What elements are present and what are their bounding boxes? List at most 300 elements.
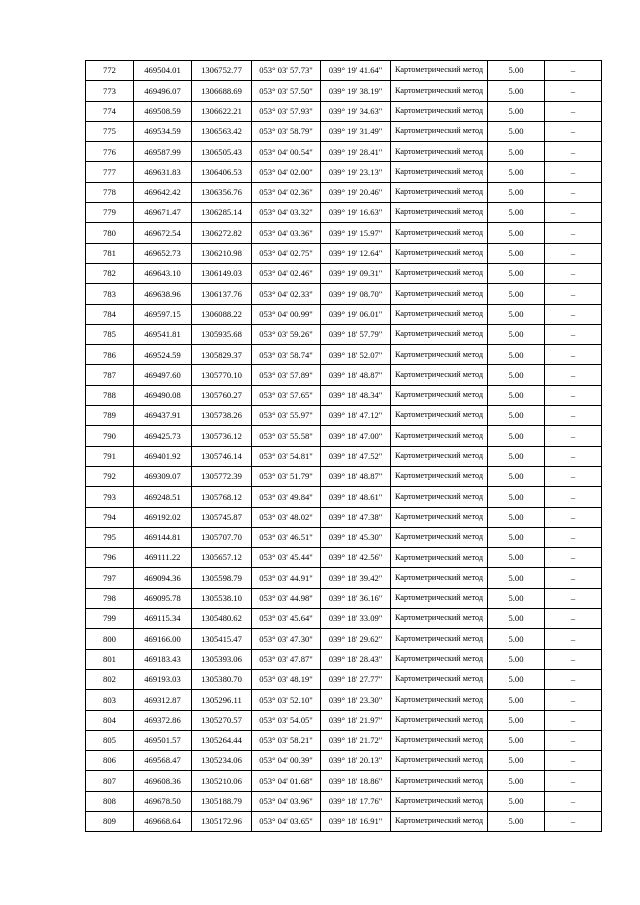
- accuracy-cell: 5.00: [488, 690, 545, 710]
- accuracy-cell: 5.00: [488, 507, 545, 527]
- longitude-cell: 039° 19' 31.49": [321, 121, 391, 141]
- y-coordinate-cell: 1306137.76: [192, 284, 252, 304]
- point-number-cell: 806: [86, 751, 134, 771]
- y-coordinate-cell: 1305188.79: [192, 791, 252, 811]
- longitude-cell: 039° 19' 08.70": [321, 284, 391, 304]
- point-number-cell: 803: [86, 690, 134, 710]
- y-coordinate-cell: 1305480.62: [192, 609, 252, 629]
- accuracy-cell: 5.00: [488, 669, 545, 689]
- point-number-cell: 780: [86, 223, 134, 243]
- point-number-cell: 777: [86, 162, 134, 182]
- method-cell: Картометрический метод: [391, 811, 488, 831]
- longitude-cell: 039° 18' 42.56": [321, 548, 391, 568]
- method-cell: Картометрический метод: [391, 324, 488, 344]
- accuracy-cell: 5.00: [488, 487, 545, 507]
- y-coordinate-cell: 1306272.82: [192, 223, 252, 243]
- table-body: [86, 61, 602, 832]
- description-cell: –: [545, 710, 602, 730]
- description-cell: –: [545, 263, 602, 283]
- y-coordinate-cell: 1305770.10: [192, 365, 252, 385]
- x-coordinate-cell: 469497.60: [134, 365, 192, 385]
- accuracy-cell: 5.00: [488, 771, 545, 791]
- latitude-cell: 053° 03' 55.58": [252, 426, 321, 446]
- accuracy-cell: 5.00: [488, 162, 545, 182]
- point-number-cell: 804: [86, 710, 134, 730]
- longitude-cell: 039° 19' 38.19": [321, 81, 391, 101]
- y-coordinate-cell: 1305380.70: [192, 669, 252, 689]
- point-number-cell: 809: [86, 811, 134, 831]
- method-cell: Картометрический метод: [391, 507, 488, 527]
- point-number-cell: 797: [86, 568, 134, 588]
- table-row: [86, 730, 602, 750]
- table-row: [86, 710, 602, 730]
- latitude-cell: 053° 04' 03.96": [252, 791, 321, 811]
- x-coordinate-cell: 469652.73: [134, 243, 192, 263]
- y-coordinate-cell: 1305210.06: [192, 771, 252, 791]
- x-coordinate-cell: 469490.08: [134, 385, 192, 405]
- longitude-cell: 039° 19' 23.13": [321, 162, 391, 182]
- longitude-cell: 039° 18' 47.52": [321, 446, 391, 466]
- method-cell: Картометрический метод: [391, 61, 488, 81]
- point-number-cell: 799: [86, 609, 134, 629]
- accuracy-cell: 5.00: [488, 527, 545, 547]
- latitude-cell: 053° 03' 45.64": [252, 609, 321, 629]
- latitude-cell: 053° 04' 00.54": [252, 142, 321, 162]
- accuracy-cell: 5.00: [488, 385, 545, 405]
- table-row: [86, 426, 602, 446]
- table-row: [86, 304, 602, 324]
- accuracy-cell: 5.00: [488, 426, 545, 446]
- longitude-cell: 039° 18' 52.07": [321, 345, 391, 365]
- method-cell: Картометрический метод: [391, 81, 488, 101]
- point-number-cell: 779: [86, 203, 134, 223]
- table-row: [86, 629, 602, 649]
- table-row: [86, 142, 602, 162]
- table-row: [86, 324, 602, 344]
- table-row: [86, 487, 602, 507]
- accuracy-cell: 5.00: [488, 223, 545, 243]
- method-cell: Картометрический метод: [391, 548, 488, 568]
- latitude-cell: 053° 03' 58.79": [252, 121, 321, 141]
- description-cell: –: [545, 203, 602, 223]
- description-cell: –: [545, 284, 602, 304]
- x-coordinate-cell: 469248.51: [134, 487, 192, 507]
- latitude-cell: 053° 04' 02.75": [252, 243, 321, 263]
- table-row: [86, 466, 602, 486]
- accuracy-cell: 5.00: [488, 81, 545, 101]
- longitude-cell: 039° 18' 45.30": [321, 527, 391, 547]
- accuracy-cell: 5.00: [488, 121, 545, 141]
- x-coordinate-cell: 469144.81: [134, 527, 192, 547]
- x-coordinate-cell: 469401.92: [134, 446, 192, 466]
- longitude-cell: 039° 18' 21.72": [321, 730, 391, 750]
- description-cell: –: [545, 182, 602, 202]
- description-cell: –: [545, 466, 602, 486]
- y-coordinate-cell: 1305270.57: [192, 710, 252, 730]
- y-coordinate-cell: 1305736.12: [192, 426, 252, 446]
- table-row: [86, 751, 602, 771]
- longitude-cell: 039° 19' 34.63": [321, 101, 391, 121]
- x-coordinate-cell: 469496.07: [134, 81, 192, 101]
- latitude-cell: 053° 03' 47.30": [252, 629, 321, 649]
- y-coordinate-cell: 1306210.98: [192, 243, 252, 263]
- accuracy-cell: 5.00: [488, 710, 545, 730]
- y-coordinate-cell: 1306622.21: [192, 101, 252, 121]
- latitude-cell: 053° 03' 47.87": [252, 649, 321, 669]
- point-number-cell: 795: [86, 527, 134, 547]
- description-cell: –: [545, 446, 602, 466]
- x-coordinate-cell: 469425.73: [134, 426, 192, 446]
- x-coordinate-cell: 469534.59: [134, 121, 192, 141]
- accuracy-cell: 5.00: [488, 182, 545, 202]
- method-cell: Картометрический метод: [391, 203, 488, 223]
- longitude-cell: 039° 18' 39.42": [321, 568, 391, 588]
- method-cell: Картометрический метод: [391, 690, 488, 710]
- point-number-cell: 785: [86, 324, 134, 344]
- latitude-cell: 053° 04' 02.36": [252, 182, 321, 202]
- x-coordinate-cell: 469597.15: [134, 304, 192, 324]
- x-coordinate-cell: 469501.57: [134, 730, 192, 750]
- longitude-cell: 039° 19' 12.64": [321, 243, 391, 263]
- table-row: [86, 507, 602, 527]
- method-cell: Картометрический метод: [391, 588, 488, 608]
- longitude-cell: 039° 19' 41.64": [321, 61, 391, 81]
- table-row: [86, 203, 602, 223]
- latitude-cell: 053° 03' 48.02": [252, 507, 321, 527]
- longitude-cell: 039° 18' 47.12": [321, 406, 391, 426]
- y-coordinate-cell: 1305415.47: [192, 629, 252, 649]
- point-number-cell: 786: [86, 345, 134, 365]
- table-row: [86, 365, 602, 385]
- y-coordinate-cell: 1305738.26: [192, 406, 252, 426]
- table-row: [86, 588, 602, 608]
- point-number-cell: 801: [86, 649, 134, 669]
- accuracy-cell: 5.00: [488, 811, 545, 831]
- latitude-cell: 053° 04' 00.99": [252, 304, 321, 324]
- y-coordinate-cell: 1305829.37: [192, 345, 252, 365]
- accuracy-cell: 5.00: [488, 466, 545, 486]
- description-cell: –: [545, 304, 602, 324]
- x-coordinate-cell: 469587.99: [134, 142, 192, 162]
- description-cell: –: [545, 751, 602, 771]
- table-row: [86, 446, 602, 466]
- y-coordinate-cell: 1306406.53: [192, 162, 252, 182]
- longitude-cell: 039° 18' 18.86": [321, 771, 391, 791]
- latitude-cell: 053° 04' 02.46": [252, 263, 321, 283]
- description-cell: –: [545, 101, 602, 121]
- longitude-cell: 039° 18' 33.09": [321, 609, 391, 629]
- table-row: [86, 568, 602, 588]
- point-number-cell: 794: [86, 507, 134, 527]
- accuracy-cell: 5.00: [488, 791, 545, 811]
- point-number-cell: 773: [86, 81, 134, 101]
- table-row: [86, 690, 602, 710]
- method-cell: Картометрический метод: [391, 101, 488, 121]
- latitude-cell: 053° 03' 54.81": [252, 446, 321, 466]
- method-cell: Картометрический метод: [391, 304, 488, 324]
- table-row: [86, 811, 602, 831]
- method-cell: Картометрический метод: [391, 162, 488, 182]
- method-cell: Картометрический метод: [391, 385, 488, 405]
- method-cell: Картометрический метод: [391, 649, 488, 669]
- x-coordinate-cell: 469111.22: [134, 548, 192, 568]
- latitude-cell: 053° 03' 57.73": [252, 61, 321, 81]
- latitude-cell: 053° 04' 03.36": [252, 223, 321, 243]
- description-cell: –: [545, 669, 602, 689]
- point-number-cell: 774: [86, 101, 134, 121]
- longitude-cell: 039° 18' 47.00": [321, 426, 391, 446]
- table-row: [86, 345, 602, 365]
- accuracy-cell: 5.00: [488, 243, 545, 263]
- table-row: [86, 61, 602, 81]
- description-cell: –: [545, 629, 602, 649]
- y-coordinate-cell: 1305768.12: [192, 487, 252, 507]
- point-number-cell: 805: [86, 730, 134, 750]
- y-coordinate-cell: 1305172.96: [192, 811, 252, 831]
- table-row: [86, 771, 602, 791]
- longitude-cell: 039° 18' 57.79": [321, 324, 391, 344]
- description-cell: –: [545, 791, 602, 811]
- latitude-cell: 053° 03' 48.19": [252, 669, 321, 689]
- accuracy-cell: 5.00: [488, 406, 545, 426]
- table-row: [86, 223, 602, 243]
- x-coordinate-cell: 469115.34: [134, 609, 192, 629]
- table-row: [86, 609, 602, 629]
- longitude-cell: 039° 18' 36.16": [321, 588, 391, 608]
- method-cell: Картометрический метод: [391, 629, 488, 649]
- point-number-cell: 796: [86, 548, 134, 568]
- latitude-cell: 053° 04' 02.33": [252, 284, 321, 304]
- method-cell: Картометрический метод: [391, 142, 488, 162]
- point-number-cell: 808: [86, 791, 134, 811]
- longitude-cell: 039° 19' 15.97": [321, 223, 391, 243]
- accuracy-cell: 5.00: [488, 61, 545, 81]
- y-coordinate-cell: 1305264.44: [192, 730, 252, 750]
- x-coordinate-cell: 469193.03: [134, 669, 192, 689]
- x-coordinate-cell: 469372.86: [134, 710, 192, 730]
- method-cell: Картометрический метод: [391, 669, 488, 689]
- accuracy-cell: 5.00: [488, 588, 545, 608]
- longitude-cell: 039° 18' 47.38": [321, 507, 391, 527]
- x-coordinate-cell: 469504.01: [134, 61, 192, 81]
- latitude-cell: 053° 04' 03.32": [252, 203, 321, 223]
- y-coordinate-cell: 1306285.14: [192, 203, 252, 223]
- description-cell: –: [545, 406, 602, 426]
- method-cell: Картометрический метод: [391, 487, 488, 507]
- latitude-cell: 053° 03' 58.21": [252, 730, 321, 750]
- longitude-cell: 039° 18' 16.91": [321, 811, 391, 831]
- accuracy-cell: 5.00: [488, 365, 545, 385]
- description-cell: –: [545, 609, 602, 629]
- point-number-cell: 788: [86, 385, 134, 405]
- method-cell: Картометрический метод: [391, 182, 488, 202]
- description-cell: –: [545, 811, 602, 831]
- accuracy-cell: 5.00: [488, 548, 545, 568]
- table-row: [86, 121, 602, 141]
- longitude-cell: 039° 18' 27.77": [321, 669, 391, 689]
- y-coordinate-cell: 1306752.77: [192, 61, 252, 81]
- latitude-cell: 053° 04' 01.68": [252, 771, 321, 791]
- x-coordinate-cell: 469309.07: [134, 466, 192, 486]
- latitude-cell: 053° 03' 46.51": [252, 527, 321, 547]
- x-coordinate-cell: 469631.83: [134, 162, 192, 182]
- longitude-cell: 039° 19' 16.63": [321, 203, 391, 223]
- point-number-cell: 800: [86, 629, 134, 649]
- x-coordinate-cell: 469638.96: [134, 284, 192, 304]
- method-cell: Картометрический метод: [391, 751, 488, 771]
- table-row: [86, 284, 602, 304]
- longitude-cell: 039° 18' 28.43": [321, 649, 391, 669]
- y-coordinate-cell: 1305746.14: [192, 446, 252, 466]
- y-coordinate-cell: 1306356.76: [192, 182, 252, 202]
- longitude-cell: 039° 19' 09.31": [321, 263, 391, 283]
- latitude-cell: 053° 03' 49.84": [252, 487, 321, 507]
- point-number-cell: 791: [86, 446, 134, 466]
- method-cell: Картометрический метод: [391, 771, 488, 791]
- table-row: [86, 527, 602, 547]
- method-cell: Картометрический метод: [391, 730, 488, 750]
- latitude-cell: 053° 03' 44.98": [252, 588, 321, 608]
- table-row: [86, 548, 602, 568]
- y-coordinate-cell: 1305598.79: [192, 568, 252, 588]
- point-number-cell: 778: [86, 182, 134, 202]
- latitude-cell: 053° 03' 51.79": [252, 466, 321, 486]
- table-row: [86, 385, 602, 405]
- accuracy-cell: 5.00: [488, 751, 545, 771]
- point-number-cell: 789: [86, 406, 134, 426]
- point-number-cell: 781: [86, 243, 134, 263]
- point-number-cell: 783: [86, 284, 134, 304]
- longitude-cell: 039° 19' 06.01": [321, 304, 391, 324]
- longitude-cell: 039° 18' 48.87": [321, 466, 391, 486]
- table-row: [86, 101, 602, 121]
- x-coordinate-cell: 469568.47: [134, 751, 192, 771]
- latitude-cell: 053° 03' 44.91": [252, 568, 321, 588]
- method-cell: Картометрический метод: [391, 527, 488, 547]
- y-coordinate-cell: 1306088.22: [192, 304, 252, 324]
- point-number-cell: 776: [86, 142, 134, 162]
- table-row: [86, 263, 602, 283]
- table-row: [86, 791, 602, 811]
- description-cell: –: [545, 81, 602, 101]
- accuracy-cell: 5.00: [488, 142, 545, 162]
- longitude-cell: 039° 19' 28.41": [321, 142, 391, 162]
- latitude-cell: 053° 03' 57.50": [252, 81, 321, 101]
- point-number-cell: 775: [86, 121, 134, 141]
- latitude-cell: 053° 03' 58.74": [252, 345, 321, 365]
- table-row: [86, 406, 602, 426]
- description-cell: –: [545, 548, 602, 568]
- accuracy-cell: 5.00: [488, 649, 545, 669]
- y-coordinate-cell: 1305657.12: [192, 548, 252, 568]
- longitude-cell: 039° 18' 21.97": [321, 710, 391, 730]
- description-cell: –: [545, 121, 602, 141]
- point-number-cell: 792: [86, 466, 134, 486]
- longitude-cell: 039° 19' 20.46": [321, 182, 391, 202]
- x-coordinate-cell: 469094.36: [134, 568, 192, 588]
- description-cell: –: [545, 385, 602, 405]
- x-coordinate-cell: 469642.42: [134, 182, 192, 202]
- accuracy-cell: 5.00: [488, 263, 545, 283]
- y-coordinate-cell: 1306688.69: [192, 81, 252, 101]
- y-coordinate-cell: 1306563.42: [192, 121, 252, 141]
- point-number-cell: 790: [86, 426, 134, 446]
- x-coordinate-cell: 469671.47: [134, 203, 192, 223]
- coordinates-table: [85, 60, 602, 832]
- method-cell: Картометрический метод: [391, 791, 488, 811]
- y-coordinate-cell: 1305234.06: [192, 751, 252, 771]
- y-coordinate-cell: 1305935.68: [192, 324, 252, 344]
- y-coordinate-cell: 1305745.87: [192, 507, 252, 527]
- method-cell: Картометрический метод: [391, 710, 488, 730]
- method-cell: Картометрический метод: [391, 345, 488, 365]
- description-cell: –: [545, 527, 602, 547]
- table-row: [86, 669, 602, 689]
- table-row: [86, 162, 602, 182]
- longitude-cell: 039° 18' 48.61": [321, 487, 391, 507]
- longitude-cell: 039° 18' 20.13": [321, 751, 391, 771]
- y-coordinate-cell: 1306505.43: [192, 142, 252, 162]
- latitude-cell: 053° 03' 59.26": [252, 324, 321, 344]
- point-number-cell: 784: [86, 304, 134, 324]
- method-cell: Картометрический метод: [391, 568, 488, 588]
- point-number-cell: 798: [86, 588, 134, 608]
- method-cell: Картометрический метод: [391, 284, 488, 304]
- method-cell: Картометрический метод: [391, 365, 488, 385]
- latitude-cell: 053° 04' 02.00": [252, 162, 321, 182]
- latitude-cell: 053° 03' 57.65": [252, 385, 321, 405]
- point-number-cell: 793: [86, 487, 134, 507]
- description-cell: –: [545, 324, 602, 344]
- x-coordinate-cell: 469668.64: [134, 811, 192, 831]
- x-coordinate-cell: 469095.78: [134, 588, 192, 608]
- description-cell: –: [545, 487, 602, 507]
- point-number-cell: 787: [86, 365, 134, 385]
- longitude-cell: 039° 18' 23.30": [321, 690, 391, 710]
- x-coordinate-cell: 469183.43: [134, 649, 192, 669]
- description-cell: –: [545, 345, 602, 365]
- latitude-cell: 053° 03' 45.44": [252, 548, 321, 568]
- x-coordinate-cell: 469524.59: [134, 345, 192, 365]
- description-cell: –: [545, 426, 602, 446]
- x-coordinate-cell: 469608.36: [134, 771, 192, 791]
- longitude-cell: 039° 18' 48.34": [321, 385, 391, 405]
- description-cell: –: [545, 243, 602, 263]
- x-coordinate-cell: 469541.81: [134, 324, 192, 344]
- longitude-cell: 039° 18' 29.62": [321, 629, 391, 649]
- description-cell: –: [545, 223, 602, 243]
- y-coordinate-cell: 1305707.70: [192, 527, 252, 547]
- latitude-cell: 053° 03' 54.05": [252, 710, 321, 730]
- accuracy-cell: 5.00: [488, 345, 545, 365]
- accuracy-cell: 5.00: [488, 568, 545, 588]
- method-cell: Картометрический метод: [391, 466, 488, 486]
- x-coordinate-cell: 469312.87: [134, 690, 192, 710]
- y-coordinate-cell: 1305538.10: [192, 588, 252, 608]
- description-cell: –: [545, 61, 602, 81]
- description-cell: –: [545, 588, 602, 608]
- method-cell: Картометрический метод: [391, 263, 488, 283]
- longitude-cell: 039° 18' 48.87": [321, 365, 391, 385]
- method-cell: Картометрический метод: [391, 243, 488, 263]
- accuracy-cell: 5.00: [488, 629, 545, 649]
- table-row: [86, 243, 602, 263]
- description-cell: –: [545, 649, 602, 669]
- latitude-cell: 053° 03' 57.89": [252, 365, 321, 385]
- method-cell: Картометрический метод: [391, 223, 488, 243]
- latitude-cell: 053° 03' 52.10": [252, 690, 321, 710]
- point-number-cell: 807: [86, 771, 134, 791]
